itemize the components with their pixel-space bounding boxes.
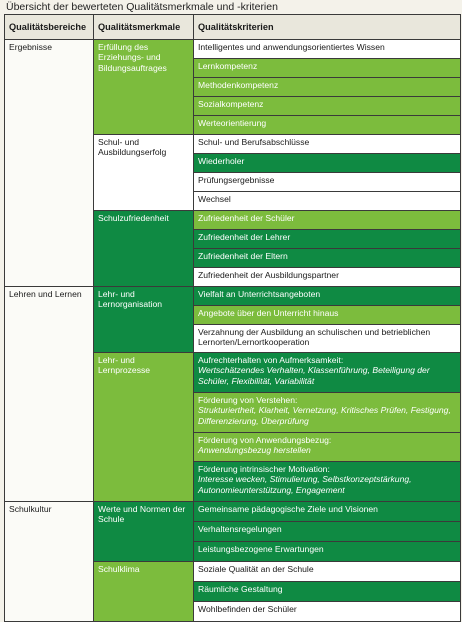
kriterium-vielfalt: Vielfalt an Unterrichtsangeboten	[194, 287, 461, 306]
area-schulkultur: Schulkultur	[5, 502, 94, 622]
merkmal-schulklima: Schulklima	[94, 562, 194, 622]
kriterium-anwendungsbezug-detail: Anwendungsbezug herstellen	[198, 445, 311, 456]
merkmal-lernorganisation: Lehr- und Lernorganisation	[94, 287, 194, 353]
kriterium-ziele-visionen: Gemeinsame pädagogische Ziele und Visionen	[194, 502, 461, 522]
kriterium-lernkompetenz: Lernkompetenz	[194, 59, 461, 78]
header-kriterien: Qualitätskriterien	[194, 15, 461, 40]
kriterium-raeumliche-gestaltung: Räumliche Gestaltung	[194, 582, 461, 602]
kriterium-zufriedenheit-schueler: Zufriedenheit der Schüler	[194, 211, 461, 230]
kriterium-wiederholer: Wiederholer	[194, 154, 461, 173]
merkmal-werte-normen: Werte und Normen der Schule	[94, 502, 194, 562]
kriterium-verzahnung: Verzahnung der Ausbildung an schulischen und betrieblichen Lernorten/Lernortkooperation	[194, 325, 461, 353]
kriterium-zufriedenheit-eltern: Zufriedenheit der Eltern	[194, 249, 461, 268]
kriterium-pruefungsergebnisse: Prüfungsergebnisse	[194, 173, 461, 192]
kriterium-zufriedenheit-lehrer: Zufriedenheit der Lehrer	[194, 230, 461, 249]
kriterium-motivation-detail: Interesse wecken, Stimulierung, Selbstkonzeptstärkung, Autonomieunterstützung, Engagement	[198, 474, 412, 495]
area-ergebnisse: Ergebnisse	[5, 40, 94, 287]
kriterium-angebote: Angebote über den Unterricht hinaus	[194, 306, 461, 325]
merkmal-lernprozesse: Lehr- und Lernprozesse	[94, 353, 194, 502]
merkmal-erfuellung: Erfüllung des Erziehungs- und Bildungsauftrages	[94, 40, 194, 135]
table-caption: Übersicht der bewerteten Qualitätsmerkmale und -kriterien	[6, 1, 278, 13]
kriterium-aufmerksamkeit-detail: Wertschätzendes Verhalten, Klassenführung, Beteiligung der Schüler, Flexibilität, Variabilität	[198, 365, 430, 386]
kriterium-wissen: Intelligentes und anwendungsorientiertes Wissen	[194, 40, 461, 59]
header-bereiche: Qualitätsbereiche	[5, 15, 94, 40]
header-merkmale: Qualitätsmerkmale	[94, 15, 194, 40]
kriterium-verstehen-detail: Strukturiertheit, Klarheit, Vernetzung, Kritisches Prüfen, Festigung, Differenzierung, Überprüfung	[198, 405, 451, 426]
merkmal-schulerfolg: Schul- und Ausbildungserfolg	[94, 135, 194, 211]
kriterium-wohlbefinden: Wohlbefinden der Schüler	[194, 602, 461, 622]
quality-criteria-table	[4, 14, 461, 622]
kriterium-motivation-title: Förderung intrinsischer Motivation:	[198, 464, 330, 474]
kriterium-sozialkompetenz: Sozialkompetenz	[194, 97, 461, 116]
kriterium-aufmerksamkeit	[194, 353, 461, 393]
kriterium-verstehen-title: Förderung von Verstehen:	[198, 395, 298, 405]
header-row	[5, 15, 461, 40]
area-lehren-und-lernen: Lehren und Lernen	[5, 287, 94, 502]
kriterium-soziale-qualitaet: Soziale Qualität an der Schule	[194, 562, 461, 582]
kriterium-motivation	[194, 462, 461, 502]
kriterium-anwendungsbezug	[194, 433, 461, 462]
merkmal-schulzufriedenheit: Schulzufriedenheit	[94, 211, 194, 287]
kriterium-aufmerksamkeit-title: Aufrechterhalten von Aufmerksamkeit:	[198, 355, 344, 365]
kriterium-zufriedenheit-ausbildungspartner: Zufriedenheit der Ausbildungspartner	[194, 268, 461, 287]
kriterium-werteorientierung: Werteorientierung	[194, 116, 461, 135]
kriterium-erwartungen: Leistungsbezogene Erwartungen	[194, 542, 461, 562]
kriterium-anwendungsbezug-title: Förderung von Anwendungsbezug:	[198, 435, 332, 445]
kriterium-verstehen	[194, 393, 461, 433]
kriterium-abschluesse: Schul- und Berufsabschlüsse	[194, 135, 461, 154]
kriterium-wechsel: Wechsel	[194, 192, 461, 211]
kriterium-verhaltensregelungen: Verhaltensregelungen	[194, 522, 461, 542]
kriterium-methodenkompetenz: Methodenkompetenz	[194, 78, 461, 97]
